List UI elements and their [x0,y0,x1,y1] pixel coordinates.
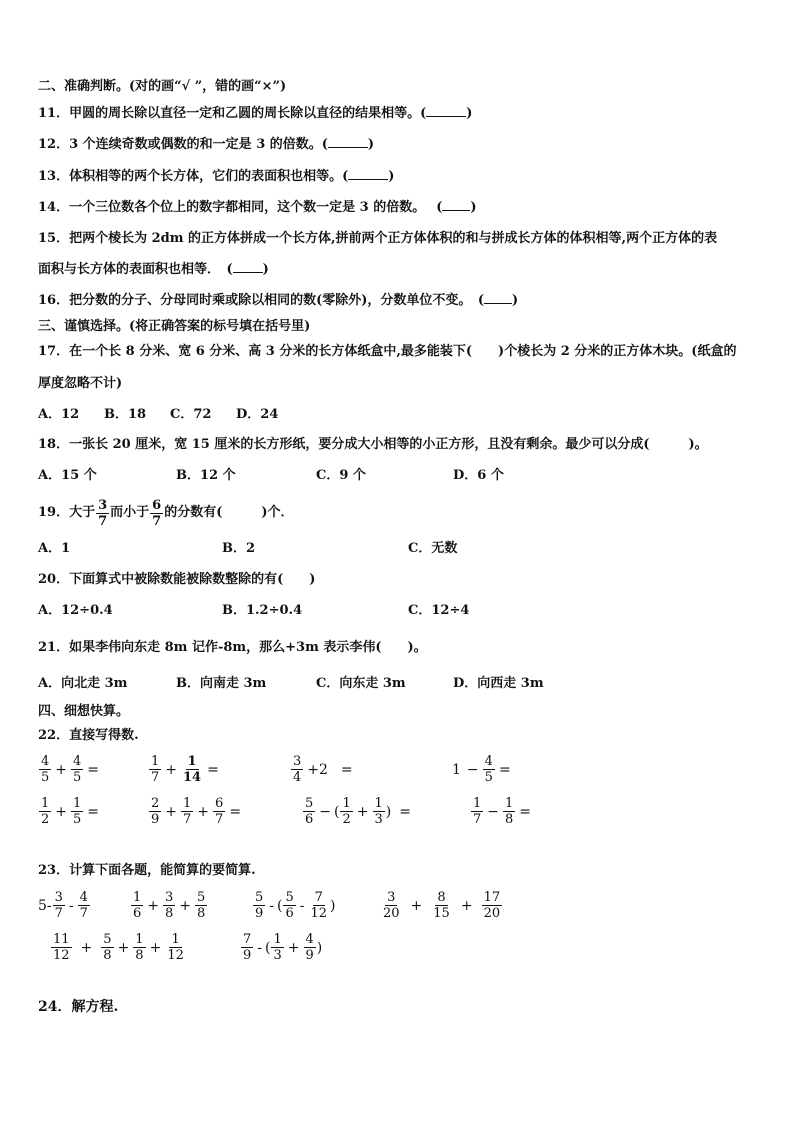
denominator: 7 [473,812,482,827]
q20-option-c[interactable]: C．12÷4 [408,603,470,618]
denominator: 12 [310,906,328,921]
math-operator: = [229,803,242,820]
denominator: 12 [53,948,70,963]
question-17-line-1: 17．在一个长 8 分米、宽 6 分米、高 3 分米的长方体纸盒中,最多能装下( )个棱长为 2 分米的正方体木块。(纸盒的 [38,344,737,359]
denominator: 7 [54,906,63,921]
q19-option-a[interactable]: A．1 [38,541,71,556]
denominator: 3 [374,812,383,827]
fraction-3-7 [96,498,109,529]
math-operator: ) [316,939,323,956]
math-operator: - [257,939,263,956]
fraction [241,932,253,963]
q21-option-b[interactable]: B．向南走 3m [176,676,267,691]
denominator: 2 [41,812,50,827]
question-24: 24．解方程. [38,999,119,1015]
numerator: 4 [73,754,82,769]
math-operator: − [319,803,332,820]
numerator: 4 [305,932,314,947]
section-2-heading: 二、准确判断。(对的画“√ ”，错的画“×”) [38,79,287,94]
fraction [283,890,295,921]
question-14 [38,198,477,217]
q11-text: 11．甲圆的周长除以直径一定和乙圆的周长除以直径的结果相等。( [38,106,427,121]
q19-option-c[interactable]: C．无数 [408,541,458,556]
denominator: 9 [305,948,314,963]
q18-option-b[interactable]: B．12 个 [176,468,236,483]
denominator: 4 [293,770,302,785]
fraction [471,796,483,827]
numerator: 1 [505,796,514,811]
math-operator: + [460,897,473,914]
denominator: 12 [167,948,184,963]
answer-blank[interactable] [348,167,388,180]
math-operator: ( [334,803,340,820]
math-operator: = [399,803,411,820]
math-operator: + [149,939,162,956]
q23-expr-5 [50,932,187,963]
numerator: 1 [273,932,282,947]
numerator: 1 [73,796,82,811]
fraction [303,796,315,827]
denominator: 6 [305,812,314,827]
fraction [482,890,503,921]
question-22: 22．直接写得数. [38,728,139,743]
denominator: 14 [183,770,202,785]
denominator: 5 [484,770,493,785]
math-operator: = [519,803,532,820]
fraction [381,890,402,921]
q22-expr-5 [38,796,102,827]
fraction-6-7 [150,498,163,529]
question-19 [38,496,294,530]
numerator: 6 [152,497,162,513]
numerator: 1 [183,796,192,811]
math-operator: − [466,761,479,778]
section-3-heading: 三、谨慎选择。(将正确答案的标号填在括号里) [38,319,311,334]
question-15-line-1: 15．把两个棱长为 2dm 的正方体拼成一个长方体,拼前两个正方体体积的和与拼成长方体的体积相等,两个正方体的表 [38,231,718,246]
q23-expr-6 [240,932,322,963]
math-operator: + [55,761,68,778]
denominator: 8 [103,948,112,963]
numerator: 3 [165,890,174,905]
numerator: 8 [437,890,446,905]
q22-expr-8 [470,796,534,827]
denominator: 20 [383,906,400,921]
question-16 [38,291,518,310]
math-operator: + [55,803,68,820]
math-operator: + [287,939,300,956]
q22-expr-7 [302,796,414,827]
question-21: 21．如果李伟向东走 8m 记作-8m，那么+3m 表示李伟( )。 [38,640,427,655]
math-operator: - [68,897,74,914]
denominator: 7 [151,770,160,785]
fraction [340,796,352,827]
numerator: 3 [98,497,108,513]
numerator: 1 [135,932,144,947]
numerator: 1 [473,796,482,811]
q13-text: 13．体积相等的两个长方体，它们的表面积也相等。( [38,169,349,184]
fraction [503,796,515,827]
numerator: 5 [103,932,112,947]
denominator: 6 [133,906,142,921]
math-operator: − [487,803,500,820]
q19-text-pre: 19．大于 [38,505,96,520]
math-operator: ) [385,803,392,820]
q23-expr-2 [130,890,208,921]
math-operator: = [87,761,100,778]
fraction [149,796,161,827]
q20-option-a[interactable]: A．12÷0.4 [38,603,113,618]
q23-expr-3 [252,890,336,921]
denominator: 9 [243,948,252,963]
answer-blank[interactable] [442,198,470,211]
numerator: 2 [151,796,160,811]
numerator: 3 [387,890,396,905]
math-operator: = [207,761,219,778]
denominator: 5 [41,770,50,785]
math-operator: ( [265,939,271,956]
denominator: 5 [73,812,82,827]
math-operator: + [117,939,130,956]
denominator: 7 [183,812,192,827]
q17-option-a[interactable]: A．12 [38,407,80,422]
answer-blank[interactable] [426,104,466,117]
q22-expr-3 [290,754,356,785]
q18-option-d[interactable]: D．6 个 [453,468,504,483]
fraction [483,754,495,785]
question-13 [38,167,394,186]
fraction [309,890,330,921]
fraction [304,932,316,963]
numerator: 1 [171,932,180,947]
numerator: 5 [197,890,206,905]
q19-text-mid: 而小于 [110,505,150,520]
q22-expr-1 [38,754,102,785]
math-operator: 5- [38,897,52,914]
q22-expr-6 [148,796,244,827]
question-12 [38,135,374,154]
numerator: 5 [285,890,294,905]
denominator: 8 [197,906,206,921]
denominator: 7 [215,812,224,827]
denominator: 9 [255,906,264,921]
section-4-heading: 四、细想快算。 [38,704,130,719]
close-paren: ) [512,293,519,308]
q21-option-d[interactable]: D．向西走 3m [453,676,544,691]
fraction [131,890,143,921]
fraction [291,754,303,785]
numerator: 3 [54,890,63,905]
answer-blank[interactable] [484,291,512,304]
denominator: 5 [73,770,82,785]
numerator: 7 [314,890,323,905]
numerator: 17 [483,890,501,905]
q18-option-c[interactable]: C．9 个 [316,468,366,483]
numerator: 4 [41,754,50,769]
fraction [101,932,113,963]
q21-option-a[interactable]: A．向北走 3m [38,676,128,691]
denominator: 3 [273,948,282,963]
fraction [133,932,145,963]
numerator: 5 [305,796,314,811]
q17-option-d[interactable]: D．24 [236,407,279,422]
close-paren: ) [262,262,269,277]
numerator: 1 [41,796,50,811]
math-operator: + [410,897,423,914]
fraction [195,890,207,921]
q17-option-b[interactable]: B．18 [104,407,147,422]
question-20: 20．下面算式中被除数能被除数整除的有( ) [38,572,316,587]
q15-text: 面积与长方体的表面积也相等． ( [38,262,233,277]
close-paren: ) [388,169,395,184]
fraction [51,932,72,963]
denominator: 8 [135,948,144,963]
denominator: 20 [483,906,501,921]
math-operator: + [165,803,178,820]
denominator: 8 [165,906,174,921]
fraction [373,796,385,827]
close-paren: ) [470,200,477,215]
numerator: 6 [215,796,224,811]
answer-blank[interactable] [328,135,368,148]
q23-expr-1 [38,890,91,921]
q21-option-c[interactable]: C．向东走 3m [316,676,406,691]
fraction [39,796,51,827]
close-paren: ) [466,106,473,121]
fraction [165,932,186,963]
math-operator: ) [330,897,336,914]
numerator: 4 [484,754,493,769]
math-operator: = [340,761,353,778]
fraction [71,796,83,827]
question-23: 23．计算下面各题，能简算的要简算. [38,863,256,878]
numerator: 1 [342,796,351,811]
math-operator: + [197,803,210,820]
fraction [163,890,175,921]
math-operator: - [269,897,275,914]
numerator: 5 [255,890,264,905]
denominator: 7 [98,513,108,529]
numerator: 1 [151,754,160,769]
fraction [149,754,161,785]
math-operator: = [87,803,100,820]
q23-expr-4 [380,890,503,921]
q16-text: 16．把分数的分子、分母同时乘或除以相同的数(零除外)，分数单位不变。 ( [38,293,485,308]
numerator: 7 [243,932,252,947]
fraction [271,932,283,963]
q19-option-b[interactable]: B．2 [222,541,256,556]
numerator: 1 [374,796,383,811]
q22-expr-2 [148,754,222,785]
denominator: 9 [151,812,160,827]
q20-option-b[interactable]: B．1.2÷0.4 [222,603,303,618]
fraction [53,890,65,921]
math-operator: + [147,897,160,914]
denominator: 8 [505,812,514,827]
fraction [78,890,90,921]
question-17-line-2: 厚度忽略不计) [38,376,123,391]
q18-option-a[interactable]: A．15 个 [38,468,97,483]
math-operator: +2 [307,761,328,778]
math-operator: 1 [452,761,461,778]
fraction [181,754,203,785]
q22-expr-4 [452,754,514,785]
numerator: 3 [293,754,302,769]
answer-blank[interactable] [233,260,263,273]
fraction [71,754,83,785]
math-operator: ( [277,897,283,914]
q12-text: 12．3 个连续奇数或偶数的和一定是 3 的倍数。( [38,137,328,152]
fraction [431,890,452,921]
numerator: 1 [133,890,142,905]
question-18: 18．一张长 20 厘米，宽 15 厘米的长方形纸，要分成大小相等的小正方形，且没有剩余。最少可以分成( )。 [38,437,708,452]
math-operator: - [299,897,305,914]
question-15-line-2 [38,260,269,279]
fraction [213,796,225,827]
denominator: 7 [152,513,162,529]
denominator: 7 [79,906,88,921]
denominator: 6 [285,906,294,921]
denominator: 15 [433,906,450,921]
fraction [181,796,193,827]
q14-text: 14．一个三位数各个位上的数字都相同，这个数一定是 3 的倍数。 ( [38,200,443,215]
q17-option-c[interactable]: C．72 [170,407,212,422]
numerator: 4 [79,890,88,905]
math-operator: + [165,761,178,778]
math-operator: + [179,897,192,914]
math-operator: = [498,761,511,778]
question-11 [38,104,472,123]
fraction [39,754,51,785]
numerator: 11 [53,932,70,947]
denominator: 2 [342,812,351,827]
math-operator: + [80,939,93,956]
math-operator: + [356,803,369,820]
q19-text-post: 的分数有( )个． [164,505,294,520]
numerator: 1 [187,754,197,769]
close-paren: ) [367,137,375,152]
fraction [253,890,265,921]
